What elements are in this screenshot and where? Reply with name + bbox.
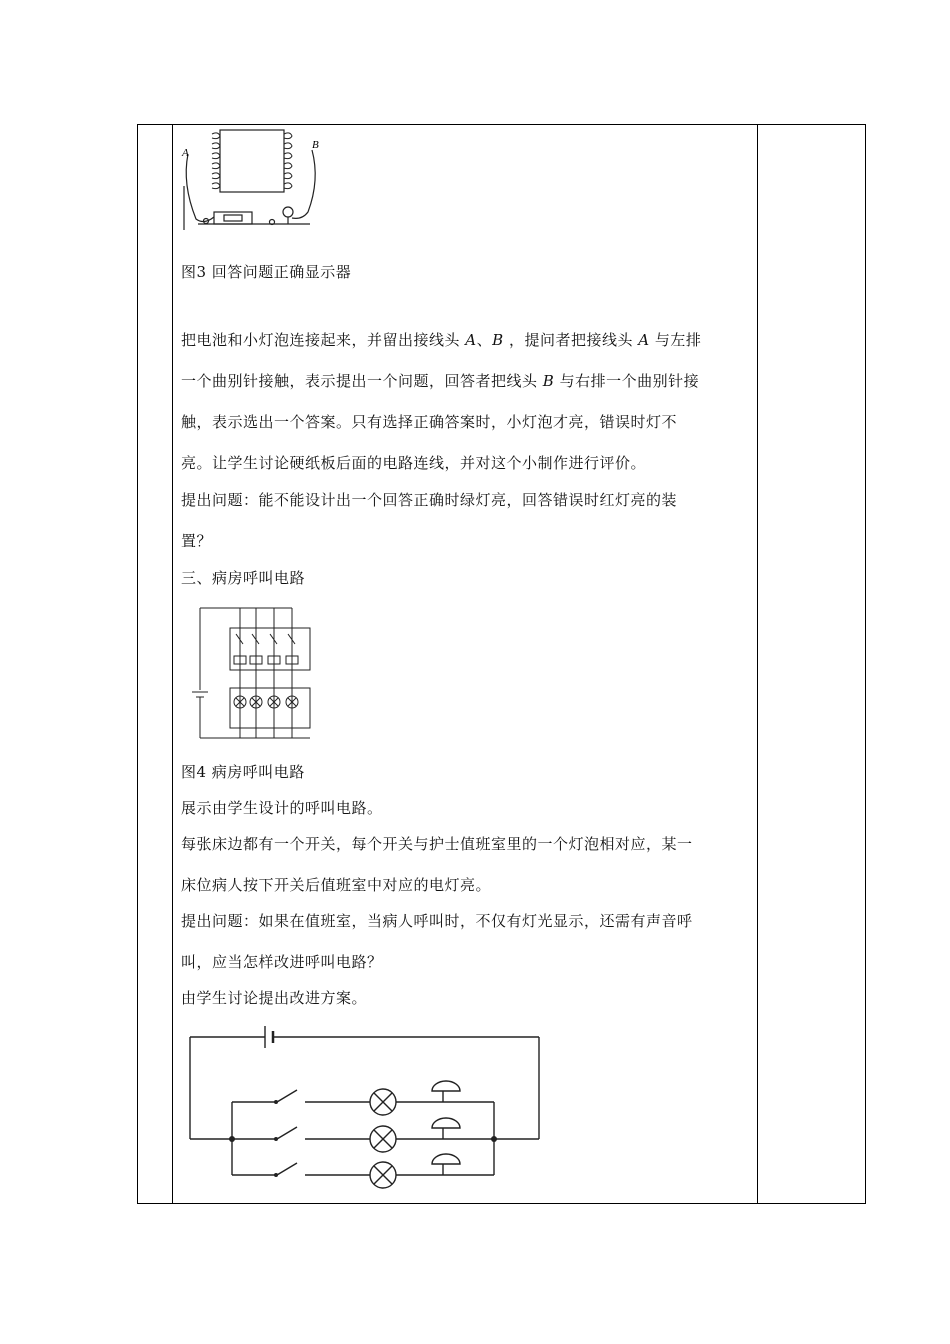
- paragraph-line: 触，表示选出一个答案。只有选择正确答案时，小灯泡才亮，错误时灯不: [181, 413, 678, 431]
- paragraph-line: 展示由学生设计的呼叫电路。: [181, 799, 383, 817]
- text-run: 把电池和小灯泡连接起来，并留出接线头: [181, 331, 466, 349]
- figure3-label-a: A: [182, 147, 189, 159]
- text-run: 一个曲别针接触，表示提出一个问题，回答者把线头: [181, 372, 543, 390]
- text-run: 与左排: [649, 331, 702, 349]
- question-line: 置？: [181, 532, 213, 550]
- section-heading: 三、病房呼叫电路: [181, 569, 306, 587]
- paragraph-line: 亮。让学生讨论硬纸板后面的电路连线，并对这个小制作进行评价。: [181, 454, 647, 472]
- text-run: 与右排一个曲别针接: [554, 372, 700, 390]
- paragraph-line: 由学生讨论提出改进方案。: [181, 989, 368, 1007]
- paragraph-line: 床位病人按下开关后值班室中对应的电灯亮。: [181, 876, 492, 894]
- table-right-column-border: [757, 125, 758, 1203]
- figure3-board-sketch: [178, 126, 338, 234]
- paragraph-line: [181, 371, 699, 391]
- figure4-ward-call-circuit: [180, 600, 320, 750]
- wire-end-a: A: [638, 331, 650, 349]
- improved-call-circuit-diagram: [185, 1020, 545, 1192]
- wire-end-a: A: [465, 331, 477, 349]
- figure3-caption: 图3 回答问题正确显示器: [181, 263, 352, 281]
- question-line: 提出问题：如果在值班室，当病人呼叫时，不仅有灯光显示，还需有声音呼: [181, 912, 693, 930]
- wire-end-b: B: [542, 372, 555, 390]
- text-run: 、: [476, 331, 493, 349]
- paragraph-line: 每张床边都有一个开关，每个开关与护士值班室里的一个灯泡相对应，某一: [181, 835, 693, 853]
- table-left-column-border: [172, 125, 173, 1203]
- wire-end-b: B: [492, 331, 504, 349]
- question-line: 提出问题：能不能设计出一个回答正确时绿灯亮，回答错误时红灯亮的装: [181, 491, 678, 509]
- figure3-label-b: B: [312, 139, 319, 151]
- figure4-caption: 图4 病房呼叫电路: [181, 763, 305, 781]
- paragraph-line: [181, 330, 701, 350]
- text-run: ，提问者把接线头: [503, 331, 639, 349]
- question-line: 叫，应当怎样改进呼叫电路？: [181, 953, 383, 971]
